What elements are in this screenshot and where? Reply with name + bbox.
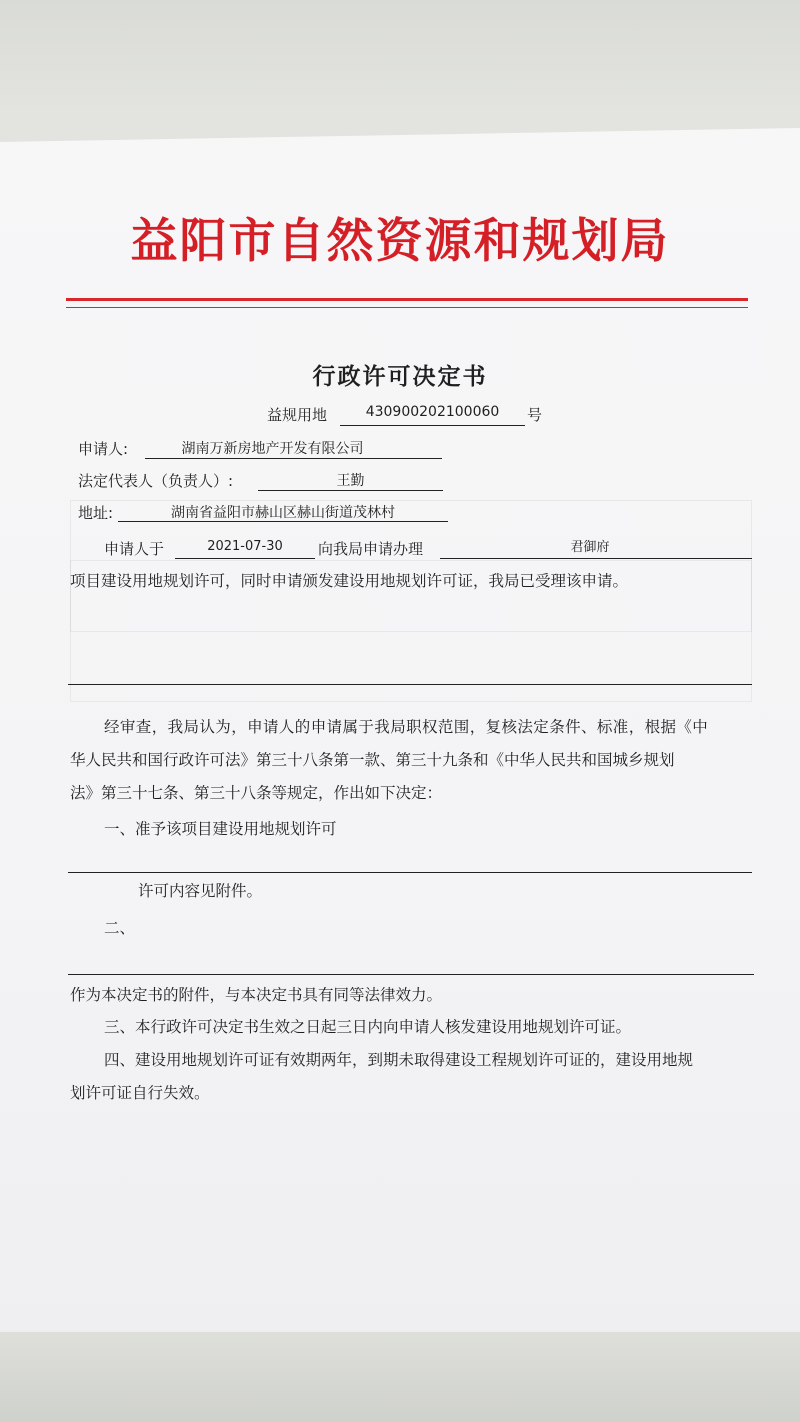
address-value: 湖南省益阳市赫山区赫山街道茂林村 (171, 505, 395, 521)
address-underline (118, 521, 448, 522)
review-line-2: 华人民共和国行政许可法》第三十八条第一款、第三十九条和《中华人民共和国城乡规划 (70, 751, 675, 769)
doc-number-suffix: 号 (527, 406, 543, 424)
review-line-3: 法》第三十七条、第三十八条等规定，作出如下决定： (70, 784, 443, 802)
doc-number: 430900202100060 (365, 404, 500, 420)
red-rule-thick (66, 298, 748, 301)
applicant-value: 湖南万新房地产开发有限公司 (181, 441, 364, 457)
decision-item-4-line-1: 四、建设用地规划许可证有效期两年，到期未取得建设工程规划许可证的，建设用地规 (104, 1051, 694, 1069)
doc-title: 行政许可决定书 (312, 364, 488, 390)
org-name: 益阳市自然资源和规划局 (130, 214, 670, 269)
accepted-sentence: 项目建设用地规划许可，同时申请颁发建设用地规划许可证，我局已受理该申请。 (70, 572, 629, 590)
decision-item-1-note: 许可内容见附件。 (138, 882, 263, 900)
legal-rep-label: 法定代表人（负责人）: (78, 472, 234, 490)
address-label: 地址: (78, 504, 114, 522)
applicant-label: 申请人: (78, 440, 129, 458)
decision-item-1: 一、准予该项目建设用地规划许可 (104, 820, 337, 838)
decision-item-2: 二、 (104, 919, 136, 937)
doc-number-prefix: 益规用地 (267, 406, 328, 424)
legal-rep-underline (258, 490, 443, 491)
applicant-underline (145, 458, 442, 459)
apply-date-underline (175, 558, 315, 559)
blank-line-3 (68, 974, 754, 975)
apply-date: 2021-07-30 (207, 539, 283, 554)
review-line-1: 经审查，我局认为，申请人的申请属于我局职权范围，复核法定条件、标准，根据《中 (104, 718, 709, 736)
attachment-sentence: 作为本决定书的附件，与本决定书具有同等法律效力。 (70, 986, 443, 1004)
red-rule-thin (66, 307, 748, 308)
apply-mid: 向我局申请办理 (318, 540, 424, 558)
blank-line-2 (68, 872, 752, 873)
project-name: 君御府 (570, 540, 610, 555)
blank-line-1 (68, 684, 752, 685)
legal-rep-value: 王勤 (336, 473, 365, 489)
decision-item-3: 三、本行政许可决定书生效之日起三日内向申请人核发建设用地规划许可证。 (104, 1018, 632, 1036)
project-underline (440, 558, 752, 559)
apply-prefix: 申请人于 (104, 540, 165, 558)
decision-item-4-line-2: 划许可证自行失效。 (70, 1084, 210, 1102)
doc-number-underline (340, 425, 525, 426)
